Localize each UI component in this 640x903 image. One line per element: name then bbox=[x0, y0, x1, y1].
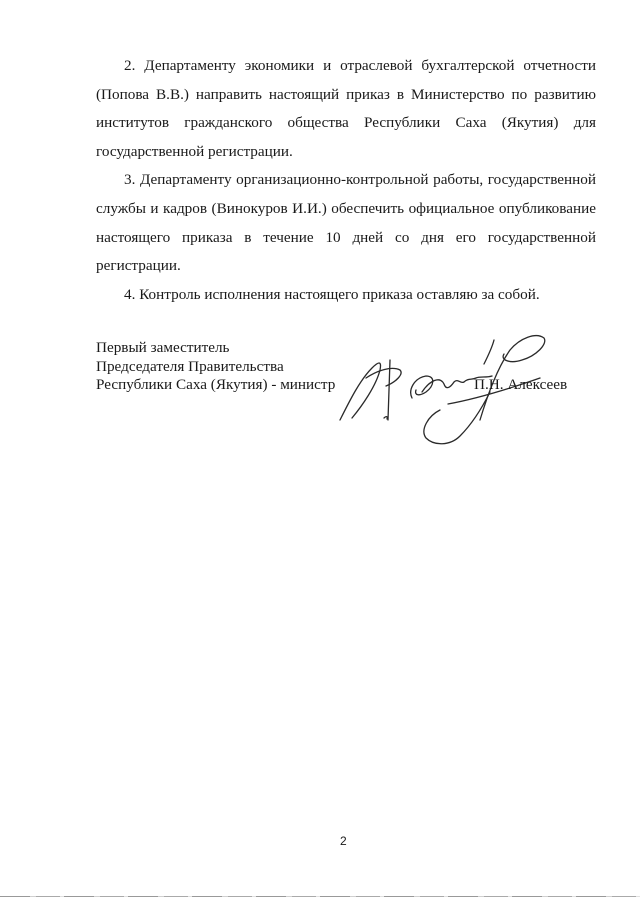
order-body bbox=[96, 52, 596, 309]
paragraph-4: 4. Контроль исполнения настоящего приказа оставляю за собой. bbox=[124, 285, 540, 303]
paragraph-2: 2. Департаменту экономики и отраслевой бухгалтерской отчетности (Попова В.В.) направить настоящий приказ в Министерство по развитию институтов гражданского общества Республики Саха (Якутия) для государственной регистрации. bbox=[96, 57, 596, 160]
position-line-2: Председателя Правительства bbox=[96, 357, 284, 375]
page-number: 2 bbox=[340, 834, 347, 848]
paragraph-3: 3. Департаменту организационно-контрольной работы, государственной службы и кадров (Винокуров И.И.) обеспечить официальное опубликование настоящего приказа в течение 10 дней со дня его государственной регистрации. bbox=[96, 171, 596, 275]
bottom-rule bbox=[0, 896, 640, 897]
position-line-1: Первый заместитель bbox=[96, 339, 230, 356]
position-line-3: Республики Саха (Якутия) - министр bbox=[96, 376, 336, 393]
signer-name: П.Н. Алексеев bbox=[474, 376, 568, 393]
